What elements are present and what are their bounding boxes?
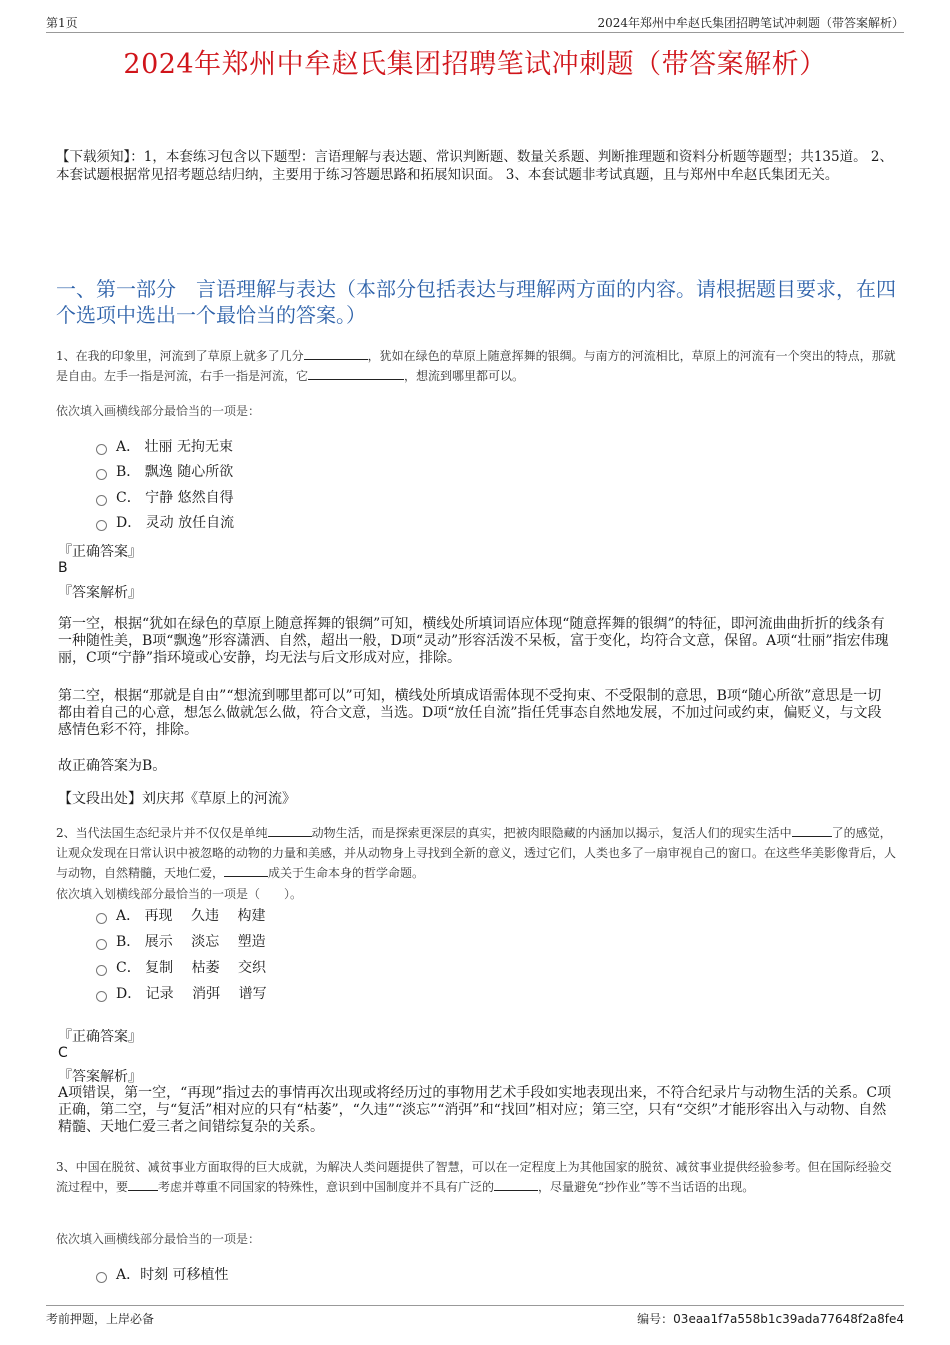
option-a[interactable]: A． 再现 久违 构建 — [96, 906, 265, 926]
blank — [268, 824, 312, 837]
correct-answer-label: 『正确答案』 — [58, 1029, 142, 1045]
radio-icon[interactable] — [96, 913, 107, 924]
page-number: 第1页 — [46, 16, 78, 30]
question-2-stem: 2、当代法国生态纪录片并不仅仅是单纯 动物生活，而是探索更深层的真实，把被肉眼隐藏的内涵加以揭示，复活人们的现实生活中 了的感觉，让观众发现在日常认识中被忽略的动物的力量和美感，并从动物身上寻找到全新的意义，透过它们，人类也多了一扇审视自己的窗口。在这些华美影像背后，人与动物，自然精髓，天地仁爱， 成关于生命本身的哲学命题。 — [56, 826, 897, 880]
question-2-prompt: 依次填入划横线部分最恰当的一项是（ ）。 — [56, 887, 303, 901]
header-doc-title: 2024年郑州中牟赵氏集团招聘笔试冲刺题（带答案解析） — [597, 16, 904, 30]
blank — [792, 824, 832, 837]
option-a[interactable]: A．时刻 可移植性 — [96, 1265, 229, 1285]
radio-icon[interactable] — [96, 469, 107, 480]
radio-icon[interactable] — [96, 1272, 107, 1283]
correct-answer: C — [58, 1045, 68, 1061]
option-a[interactable]: A． 壮丽 无拘无束 — [96, 437, 233, 457]
radio-icon[interactable] — [96, 444, 107, 455]
question-3-prompt: 依次填入画横线部分最恰当的一项是： — [56, 1232, 261, 1246]
analysis-paragraph-1: 第一空，根据“犹如在绿色的草原上随意挥舞的银绸”可知，横线处所填词语应体现“随意挥舞的银绸”的特征，即河流曲曲折折的线条有一种随性美，B项“飘逸”形容潇洒、自然，超出一般，D项“灵动”形容活泼不呆板，富于变化，均符合文意，保留。A项“壮丽”指宏伟瑰丽，C项“宁静”指环境或心安静，均无法与后文形成对应，排除。 — [58, 616, 889, 666]
question-1-stem: 1、在我的印象里，河流到了草原上就多了几分 ，犹如在绿色的草原上随意挥舞的银绸。与南方的河流相比，草原上的河流有一个突出的特点，那就是自由。左手一指是河流，右手一指是河流，它 ，想流到哪里都可以。 — [56, 349, 896, 383]
radio-icon[interactable] — [96, 965, 107, 976]
question-3-stem: 3、中国在脱贫、减贫事业方面取得的巨大成就，为解决人类问题提供了智慧，可以在一定程度上为其他国家的脱贫、减贫事业提供经验参考。但在国际经验交流过程中，要 考虑并尊重不同国家的特殊性，意识到中国制度并不具有广泛的 ，尽量避免“抄作业”等不当话语的出现。 — [56, 1160, 892, 1194]
analysis-conclusion: 故正确答案为B。 — [58, 758, 167, 774]
option-d[interactable]: D． 灵动 放任自流 — [96, 513, 234, 533]
section-heading: 一、第一部分 言语理解与表达（本部分包括表达与理解两方面的内容。请根据题目要求，在四个选项中选出一个最恰当的答案。） — [56, 277, 896, 327]
analysis-label: 『答案解析』 — [58, 1069, 142, 1085]
correct-answer: B — [58, 560, 68, 576]
download-notice: 【下载须知】：1，本套练习包含以下题型：言语理解与表达题、常识判断题、数量关系题、判断推理题和资料分析题等题型；共135道。 2、本套试题根据常见招考题总结归纳，主要用于练习答题思路和拓展知识面。 3、本套试题非考试真题，且与郑州中牟赵氏集团无关。 — [56, 149, 893, 183]
analysis-label: 『答案解析』 — [58, 585, 142, 601]
analysis-paragraph-2: 第二空，根据“那就是自由”“想流到哪里都可以”可知，横线处所填成语需体现不受拘束、不受限制的意思，B项“随心所欲”意思是一切都由着自己的心意，想怎么做就怎么做，符合文意，当选。D项“放任自流”指任凭事态自然地发展，不加过问或约束，偏贬义，与文段感情色彩不符，排除。 — [58, 688, 882, 738]
option-b[interactable]: B． 飘逸 随心所欲 — [96, 462, 233, 482]
blank — [308, 367, 404, 380]
radio-icon[interactable] — [96, 520, 107, 531]
correct-answer-label: 『正确答案』 — [58, 544, 142, 560]
radio-icon[interactable] — [96, 991, 107, 1002]
text-source: 【文段出处】刘庆邦《草原上的河流》 — [58, 791, 296, 807]
blank — [494, 1178, 538, 1191]
blank — [304, 347, 368, 360]
analysis-paragraph: A项错误，第一空，“再现”指过去的事情再次出现或将经历过的事物用艺术手段如实地表现出来，不符合纪录片与动物生活的关系。C项正确，第二空，与“复活”相对应的只有“枯萎”，“久违”“淡忘”“消弭”和“找回”相对应；第三空，只有“交织”才能形容出入与动物、自然精髓、天地仁爱三者之间错综复杂的关系。 — [58, 1085, 892, 1135]
blank — [128, 1178, 158, 1191]
radio-icon[interactable] — [96, 939, 107, 950]
blank — [224, 864, 268, 877]
option-d[interactable]: D． 记录 消弭 谱写 — [96, 984, 267, 1004]
document-code: 编号：03eaa1f7a558b1c39ada77648f2a8fe4 — [637, 1312, 904, 1326]
footer-slogan: 考前押题，上岸必备 — [46, 1312, 155, 1326]
page-title: 2024年郑州中牟赵氏集团招聘笔试冲刺题（带答案解析） — [123, 49, 827, 80]
option-c[interactable]: C． 复制 枯萎 交织 — [96, 958, 266, 978]
option-c[interactable]: C． 宁静 悠然自得 — [96, 488, 234, 508]
page-footer — [46, 1305, 904, 1326]
question-1-prompt: 依次填入画横线部分最恰当的一项是： — [56, 404, 261, 418]
radio-icon[interactable] — [96, 495, 107, 506]
page-header — [46, 14, 904, 33]
option-b[interactable]: B． 展示 淡忘 塑造 — [96, 932, 266, 952]
